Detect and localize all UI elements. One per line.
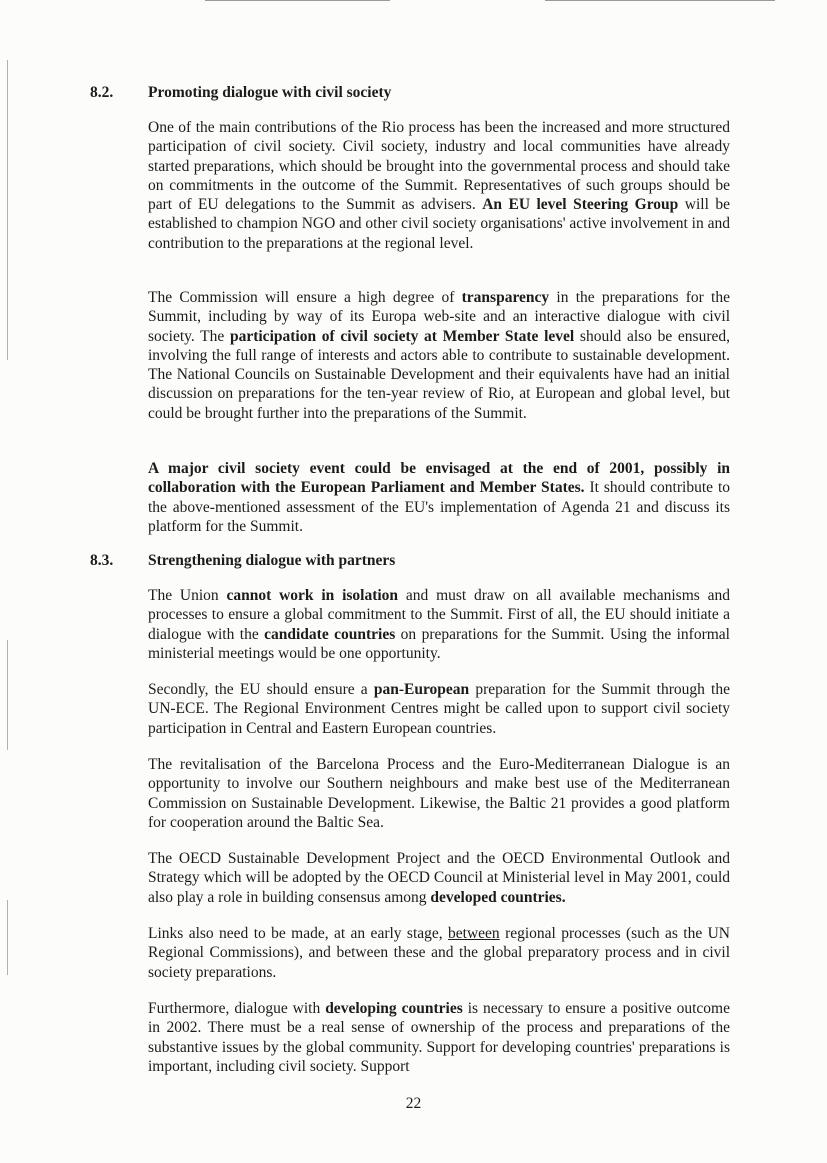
bold-phrase: developing countries	[325, 1000, 463, 1017]
section-number: 8.2.	[90, 84, 114, 101]
text-run: Secondly, the EU should ensure a	[148, 681, 374, 698]
text-run: The Union	[148, 587, 227, 604]
scan-margin-mark	[7, 60, 8, 360]
bold-phrase: transparency	[461, 289, 550, 306]
section-heading: Promoting dialogue with civil society	[148, 84, 392, 101]
paragraph	[148, 999, 730, 1076]
paragraph	[148, 924, 730, 982]
text-run: will be established to champion NGO and other civil society organisations' active involvement in and contribution to the preparations at the regional level.	[148, 196, 730, 252]
text-run: is necessary to ensure a positive outcome in 2002. There must be a real sense of ownership of the process and preparations of the substantive issues by the global community. Support for developing countries' preparations is important, including civil society. Support	[148, 1000, 730, 1075]
paragraph	[148, 849, 730, 907]
text-run: in the preparations for the Summit, including by way of its Europa web-site and an interactive dialogue with civil society. The	[148, 289, 730, 345]
paragraph	[148, 586, 730, 663]
underlined-word: between	[448, 925, 500, 942]
scan-margin-mark	[7, 900, 8, 975]
text-run: and must draw on all available mechanisms and processes to ensure a global commitment to the Summit. First of all, the EU should initiate a dialogue with the	[148, 587, 730, 643]
text-run: regional processes (such as the UN Regional Commissions), and between these and the global preparatory process and in civil society preparations.	[148, 925, 730, 981]
bold-phrase: candidate countries	[264, 625, 396, 643]
bold-phrase: pan-European	[373, 681, 470, 698]
paragraph	[148, 118, 730, 253]
scan-top-rule-left	[205, 0, 390, 1]
text-run: preparation for the Summit through the UN-ECE. The Regional Environment Centres might be called upon to support civil society participation in Central and Eastern European countries.	[148, 681, 730, 737]
scan-margin-mark	[7, 640, 8, 750]
paragraph	[148, 459, 730, 536]
bold-phrase: A major civil society event could be envisaged at the end of 2001, possibly in collaboration with the European Parliament and Member States.	[148, 460, 730, 497]
section-heading: Strengthening dialogue with partners	[148, 552, 396, 569]
bold-phrase: developed countries.	[430, 888, 566, 906]
text-run: The Commission will ensure a high degree of	[148, 289, 462, 306]
scan-top-rule-right	[545, 0, 775, 1]
text-run: should also be ensured, involving the full range of interests and actors able to contribute to sustainable development. The National Councils on Sustainable Development and their equivalents have had an initial discussion on preparations for the ten-year review of Rio, at European and global level, but could be brought further into the preparations of the Summit.	[148, 327, 730, 422]
text-run: on preparations for the Summit. Using the informal ministerial meetings would be one opportunity.	[148, 625, 730, 662]
bold-phrase: An EU level Steering Group	[482, 196, 679, 214]
section-number: 8.3.	[90, 552, 114, 569]
text-run: Furthermore, dialogue with	[148, 1000, 326, 1017]
page-number: 22	[405, 1095, 422, 1112]
text-run: One of the main contributions of the Rio process has been the increased and more structured participation of civil society. Civil society, industry and local communities have already started preparations, which should be brought into the governmental process and should take on commitments in the outcome of the Summit. Representatives of such groups should be part of EU delegations to the Summit as advisers.	[148, 119, 730, 214]
paragraph	[148, 288, 730, 423]
paragraph	[148, 755, 730, 832]
paragraph	[148, 680, 730, 738]
text-run: It should contribute to the above-mentioned assessment of the EU's implementation of Agenda 21 and discuss its platform for the Summit.	[148, 479, 730, 535]
text-run: Links also need to be made, at an early stage,	[148, 925, 449, 942]
text-run: The revitalisation of the Barcelona Process and the Euro-Mediterranean Dialogue is an opportunity to involve our Southern neighbours and make best use of the Mediterranean Commission on Sustainable Development. Likewise, the Baltic 21 provides a good platform for cooperation around the Baltic Sea.	[148, 756, 730, 831]
bold-phrase: cannot work in isolation	[226, 587, 399, 604]
text-run: The OECD Sustainable Development Project and the OECD Environmental Outlook and Strategy which will be adopted by the OECD Council at Ministerial level in May 2001, could also play a role in building consensus among	[148, 850, 730, 906]
bold-phrase: participation of civil society at Member State level	[229, 327, 575, 345]
